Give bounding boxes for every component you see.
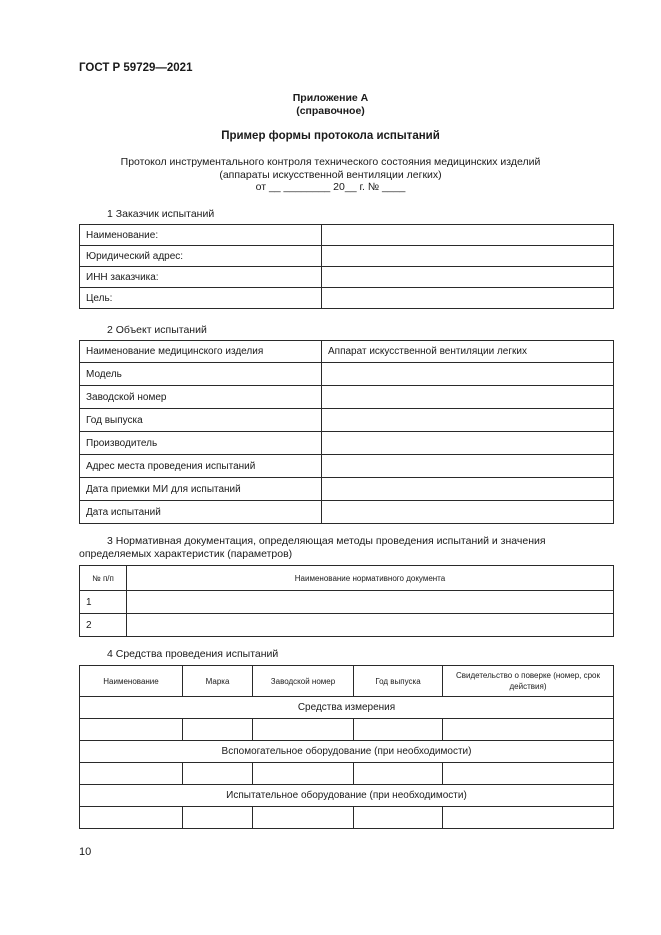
group-auxiliary-equipment: Вспомогательное оборудование (при необходимости) — [80, 741, 614, 763]
protocol-heading — [0, 156, 661, 194]
section-4-heading: 4 Средства проведения испытаний — [107, 648, 279, 660]
equipment-cell[interactable] — [183, 763, 253, 785]
object-label: Производитель — [80, 432, 322, 455]
equipment-cell[interactable] — [253, 807, 354, 829]
object-value[interactable] — [322, 363, 614, 386]
equipment-cell[interactable] — [253, 763, 354, 785]
customer-value[interactable] — [322, 225, 614, 246]
equipment-cell[interactable] — [253, 719, 354, 741]
table-row — [80, 267, 614, 288]
protocol-line-1: Протокол инструментального контроля технического состояния медицинских изделий — [120, 156, 541, 168]
table-row — [80, 763, 614, 785]
equipment-cell[interactable] — [183, 807, 253, 829]
doc-name-cell[interactable] — [127, 614, 614, 637]
customer-table — [79, 224, 614, 309]
equipment-cell[interactable] — [80, 807, 183, 829]
equipment-cell[interactable] — [443, 807, 614, 829]
object-label: Дата испытаний — [80, 501, 322, 524]
table-row — [80, 363, 614, 386]
table-row — [80, 225, 614, 246]
column-header-name: Наименование — [80, 666, 183, 697]
table-row — [80, 341, 614, 363]
table-row — [80, 409, 614, 432]
object-value[interactable]: Аппарат искусственной вентиляции легких — [322, 341, 614, 363]
object-value[interactable] — [322, 432, 614, 455]
table-row — [80, 288, 614, 309]
object-value[interactable] — [322, 386, 614, 409]
table-row — [80, 478, 614, 501]
equipment-cell[interactable] — [443, 719, 614, 741]
test-equipment-table — [79, 665, 614, 829]
equipment-cell[interactable] — [354, 719, 443, 741]
group-row — [80, 785, 614, 807]
appendix-title: Приложение А — [292, 92, 369, 104]
section-1-heading: 1 Заказчик испытаний — [107, 208, 215, 220]
customer-label: Юридический адрес: — [80, 246, 322, 267]
object-table — [79, 340, 614, 524]
table-row — [80, 432, 614, 455]
table-row — [80, 614, 614, 637]
customer-value[interactable] — [322, 288, 614, 309]
row-number: 1 — [80, 591, 127, 614]
equipment-cell[interactable] — [80, 719, 183, 741]
page-number: 10 — [79, 846, 92, 858]
customer-value[interactable] — [322, 246, 614, 267]
table-header-row — [80, 566, 614, 591]
table-row — [80, 591, 614, 614]
column-header-brand: Марка — [183, 666, 253, 697]
object-value[interactable] — [322, 409, 614, 432]
normative-docs-table — [79, 565, 614, 637]
table-row — [80, 246, 614, 267]
equipment-cell[interactable] — [443, 763, 614, 785]
equipment-cell[interactable] — [183, 719, 253, 741]
object-label: Наименование медицинского изделия — [80, 341, 322, 363]
column-header-num: № п/п — [80, 566, 127, 591]
customer-label: ИНН заказчика: — [80, 267, 322, 288]
row-number: 2 — [80, 614, 127, 637]
protocol-line-3: от __ ________ 20__ г. № ____ — [255, 181, 406, 193]
object-label: Заводской номер — [80, 386, 322, 409]
group-measuring-instruments: Средства измерения — [80, 697, 614, 719]
appendix-subtitle: (справочное) — [296, 105, 365, 117]
document-id: ГОСТ Р 59729—2021 — [79, 62, 193, 74]
protocol-line-2: (аппараты искусственной вентиляции легких) — [219, 168, 442, 181]
object-label: Модель — [80, 363, 322, 386]
equipment-cell[interactable] — [80, 763, 183, 785]
object-value[interactable] — [322, 501, 614, 524]
column-header-serial: Заводской номер — [253, 666, 354, 697]
column-header-year: Год выпуска — [354, 666, 443, 697]
object-label: Год выпуска — [80, 409, 322, 432]
object-label: Дата приемки МИ для испытаний — [80, 478, 322, 501]
table-row — [80, 455, 614, 478]
group-row — [80, 697, 614, 719]
table-row — [80, 807, 614, 829]
object-value[interactable] — [322, 478, 614, 501]
appendix-heading — [0, 92, 661, 118]
group-row — [80, 741, 614, 763]
table-row — [80, 501, 614, 524]
equipment-cell[interactable] — [354, 763, 443, 785]
group-test-equipment: Испытательное оборудование (при необходимости) — [80, 785, 614, 807]
column-header-certificate: Свидетельство о поверке (номер, срок действия) — [443, 666, 614, 697]
table-row — [80, 386, 614, 409]
object-label: Адрес места проведения испытаний — [80, 455, 322, 478]
section-3-heading: 3 Нормативная документация, определяющая методы проведения испытаний и значения определяемых характеристик (параметров) — [79, 535, 546, 560]
customer-label: Цель: — [80, 288, 322, 309]
equipment-cell[interactable] — [354, 807, 443, 829]
section-2-heading: 2 Объект испытаний — [107, 324, 207, 336]
column-header-doc: Наименование нормативного документа — [127, 566, 614, 591]
form-title: Пример формы протокола испытаний — [221, 130, 440, 142]
customer-label: Наименование: — [80, 225, 322, 246]
table-row — [80, 719, 614, 741]
customer-value[interactable] — [322, 267, 614, 288]
object-value[interactable] — [322, 455, 614, 478]
doc-name-cell[interactable] — [127, 591, 614, 614]
table-header-row — [80, 666, 614, 697]
